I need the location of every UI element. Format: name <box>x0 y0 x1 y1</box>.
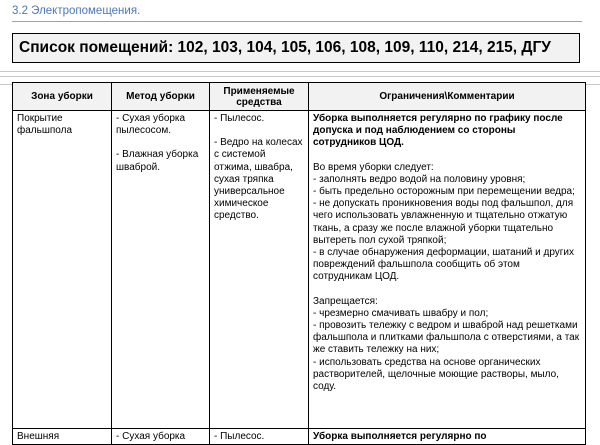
cell-means <box>210 429 309 445</box>
cell-limits <box>309 429 586 445</box>
table-row <box>13 111 586 429</box>
forbidden-title: Запрещается: <box>313 295 378 307</box>
means-bucket: - Ведро на колесах с системой отжима, швабра, сухая тряпка универсальное химическое средство. <box>214 137 303 222</box>
method-dry: - Сухая уборка <box>116 431 186 442</box>
forbidden-item: - использовать средства на основе органических растворителей, щелочные моющие растворы, мыло, соду. <box>313 356 559 393</box>
forbidden-item: - провозить тележку с ведром и шваброй над решетками фальшпола и плитками фальшпола с отверстиями, а так же ставить тележку на них; <box>313 320 580 356</box>
during-item: - заполнять ведро водой на половину уровня; <box>313 173 526 185</box>
section-heading: 3.2 Электропомещения. <box>12 4 582 22</box>
header-limits: Ограничения\Комментарии <box>309 83 586 111</box>
during-item: - быть предельно осторожным при перемещении ведра; <box>313 186 575 198</box>
divider-line <box>0 71 600 72</box>
means-vacuum: - Пылесос. <box>214 431 265 442</box>
means-vacuum: - Пылесос. <box>214 113 265 124</box>
header-means: Применяемые средства <box>210 83 309 111</box>
limits-lead: Уборка выполняется регулярно по графику после допуска и под наблюдением со стороны сотрудников ЦОД. <box>313 113 563 149</box>
cleaning-table <box>12 82 586 445</box>
zone-text: Внешняя <box>17 431 60 442</box>
room-list-title: Список помещений: 102, 103, 104, 105, 106, 108, 109, 110, 214, 215, ДГУ <box>12 33 580 63</box>
cell-zone <box>13 429 112 445</box>
zone-text: Покрытие фальшпола <box>17 113 73 137</box>
cell-method <box>112 429 210 445</box>
cell-zone <box>13 111 112 429</box>
limits-lead: Уборка выполняется регулярно по <box>313 431 487 442</box>
forbidden-item: - чрезмерно смачивать швабру и пол; <box>313 307 489 319</box>
header-zone: Зона уборки <box>13 83 112 111</box>
divider-line <box>0 76 600 77</box>
method-dry: - Сухая уборка пылесосом. <box>116 113 186 137</box>
table-header-row <box>13 83 586 111</box>
during-title: Во время уборки следует: <box>313 161 434 173</box>
method-wet: - Влажная уборка шваброй. <box>116 149 199 173</box>
cell-limits <box>309 111 586 429</box>
table-row <box>13 429 586 445</box>
during-item: - в случае обнаружения деформации, шатаний и других повреждений фальшпола сообщить об этом сотрудникам ЦОД. <box>313 247 575 283</box>
cell-means <box>210 111 309 429</box>
cell-method <box>112 111 210 429</box>
during-item: - не допускать проникновения воды под фальшпол, для чего использовать увлажненную и тщательно отжатую ткань, а сразу же после влажной уборки тщательно вытереть пол сухой тряпкой; <box>313 198 574 246</box>
header-method: Метод уборки <box>112 83 210 111</box>
